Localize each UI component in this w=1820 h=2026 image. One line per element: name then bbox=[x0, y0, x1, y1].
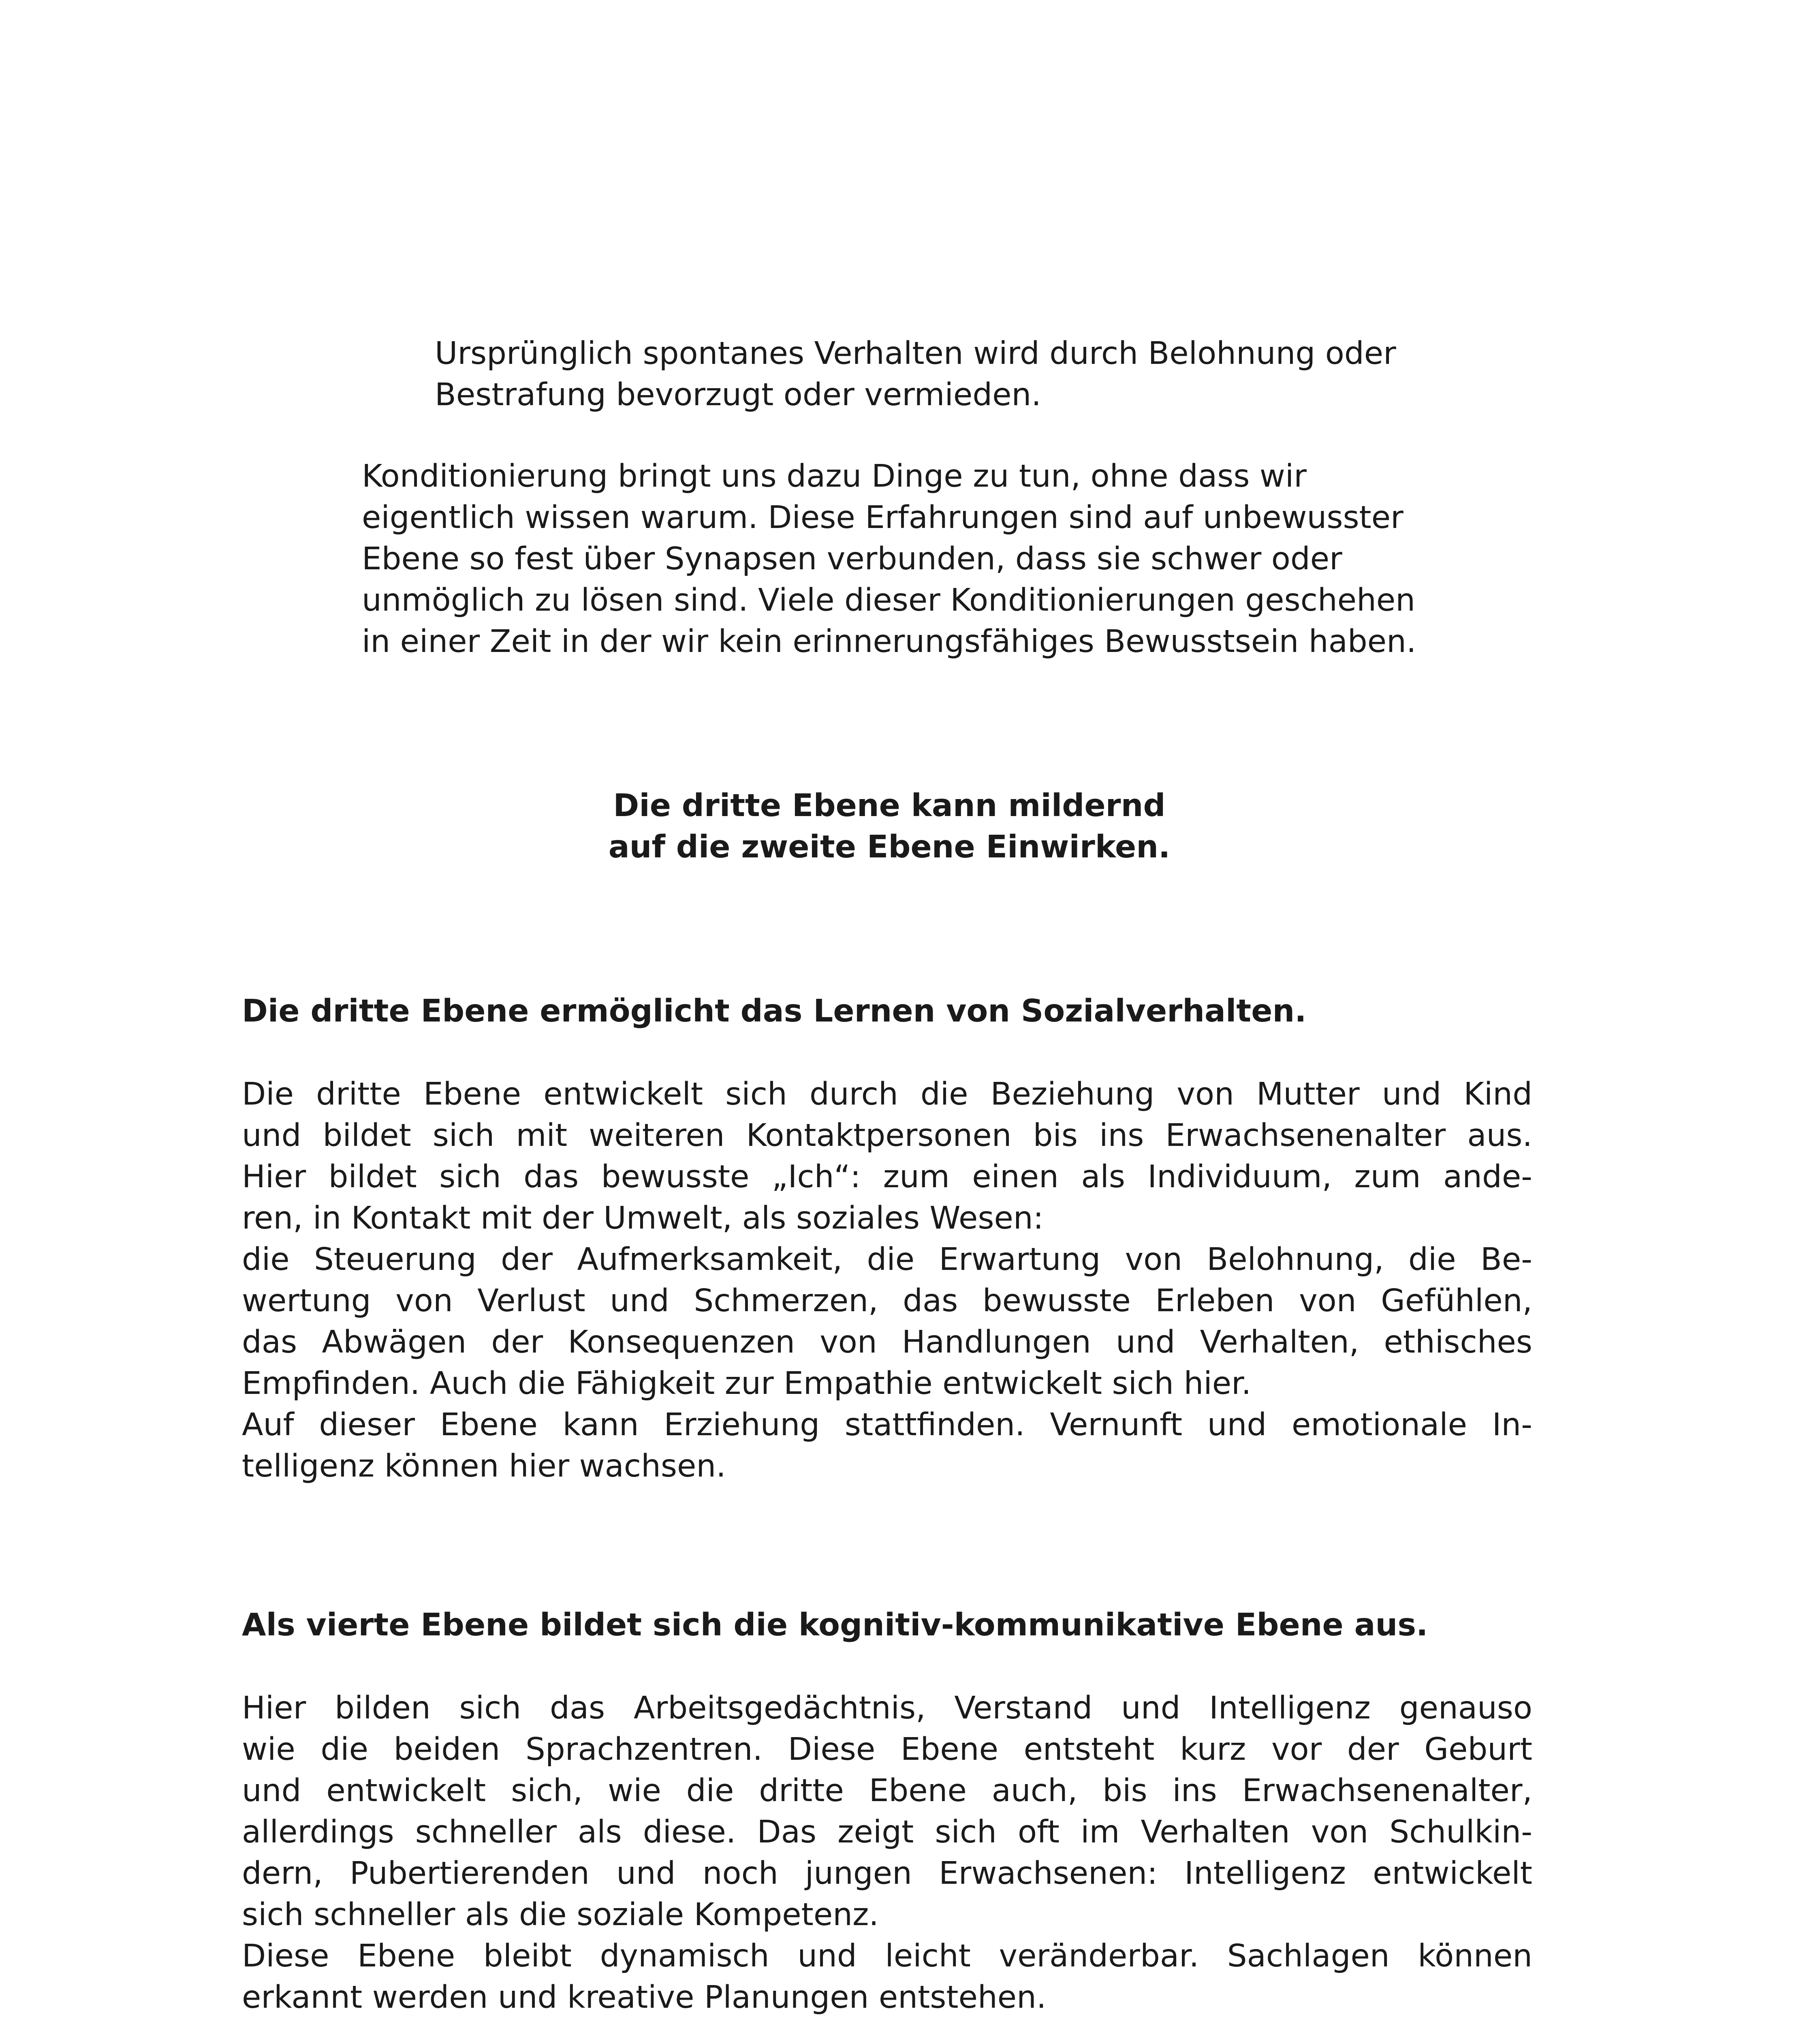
text-line: ren, in Kontakt mit der Umwelt, als soziales Wesen: bbox=[242, 1200, 1044, 1236]
text-line: Bestrafung bevorzugt oder vermieden. bbox=[435, 377, 1041, 413]
indented-quote bbox=[435, 333, 1549, 416]
text-line: telligenz können hier wachsen. bbox=[242, 1448, 726, 1484]
conditioning-paragraph bbox=[362, 456, 1557, 663]
text-line: erkannt werden und kreative Planungen entstehen. bbox=[242, 1979, 1047, 2015]
text-line: Empfinden. Auch die Fähigkeit zur Empathie entwickelt sich hier. bbox=[242, 1366, 1252, 1402]
text-line: unmöglich zu lösen sind. Viele dieser Konditionierungen geschehen bbox=[362, 582, 1416, 618]
text-line: wertung von Verlust und Schmerzen, das bewusste Erleben von Gefühlen, bbox=[242, 1283, 1532, 1319]
text-line: und bildet sich mit weiteren Kontaktpersonen bis ins Erwachsenenalter aus. bbox=[242, 1118, 1532, 1154]
heading-text: Die dritte Ebene ermöglicht das Lernen von Sozialverhalten. bbox=[242, 993, 1307, 1029]
text-line: auf die zweite Ebene Einwirken. bbox=[608, 829, 1171, 865]
text-line: die Steuerung der Aufmerksamkeit, die Erwartung von Belohnung, die Be- bbox=[242, 1242, 1532, 1278]
text-line: Hier bilden sich das Arbeitsgedächtnis, Verstand und Intelligenz genauso bbox=[242, 1690, 1532, 1726]
section-heading-third-level bbox=[242, 991, 1579, 1032]
text-line: Ursprünglich spontanes Verhalten wird durch Belohnung oder bbox=[435, 336, 1396, 372]
text-line: und entwickelt sich, wie die dritte Ebene auch, bis ins Erwachsenenalter, bbox=[242, 1773, 1532, 1809]
text-line: sich schneller als die soziale Kompetenz. bbox=[242, 1897, 879, 1933]
text-line: Diese Ebene bleibt dynamisch und leicht veränderbar. Sachlagen können bbox=[242, 1938, 1532, 1974]
text-line: eigentlich wissen warum. Diese Erfahrungen sind auf unbewusster bbox=[362, 500, 1403, 536]
third-level-paragraph bbox=[242, 1074, 1532, 1487]
text-line: allerdings schneller als diese. Das zeigt sich oft im Verhalten von Schulkin- bbox=[242, 1814, 1532, 1850]
text-line: Hier bildet sich das bewusste „Ich“: zum einen als Individuum, zum ande- bbox=[242, 1159, 1532, 1195]
text-line: dern, Pubertierenden und noch jungen Erwachsenen: Intelligenz entwickelt bbox=[242, 1855, 1532, 1891]
section-heading-fourth-level bbox=[242, 1605, 1579, 1646]
text-line: Ebene so fest über Synapsen verbunden, dass sie schwer oder bbox=[362, 541, 1342, 577]
text-line: wie die beiden Sprachzentren. Diese Ebene entsteht kurz vor der Geburt bbox=[242, 1731, 1532, 1767]
text-line: Auf dieser Ebene kann Erziehung stattfinden. Vernunft und emotionale In- bbox=[242, 1407, 1532, 1443]
fourth-level-paragraph bbox=[242, 1688, 1532, 2018]
centered-heading bbox=[486, 785, 1292, 868]
text-line: das Abwägen der Konsequenzen von Handlungen und Verhalten, ethisches bbox=[242, 1324, 1532, 1360]
text-line: Konditionierung bringt uns dazu Dinge zu tun, ohne dass wir bbox=[362, 458, 1307, 494]
text-line: Die dritte Ebene kann mildernd bbox=[613, 788, 1166, 824]
heading-text: Als vierte Ebene bildet sich die kognitiv-kommunikative Ebene aus. bbox=[242, 1607, 1428, 1643]
text-line: in einer Zeit in der wir kein erinnerungsfähiges Bewusstsein haben. bbox=[362, 624, 1416, 660]
text-line: Die dritte Ebene entwickelt sich durch die Beziehung von Mutter und Kind bbox=[242, 1076, 1532, 1112]
